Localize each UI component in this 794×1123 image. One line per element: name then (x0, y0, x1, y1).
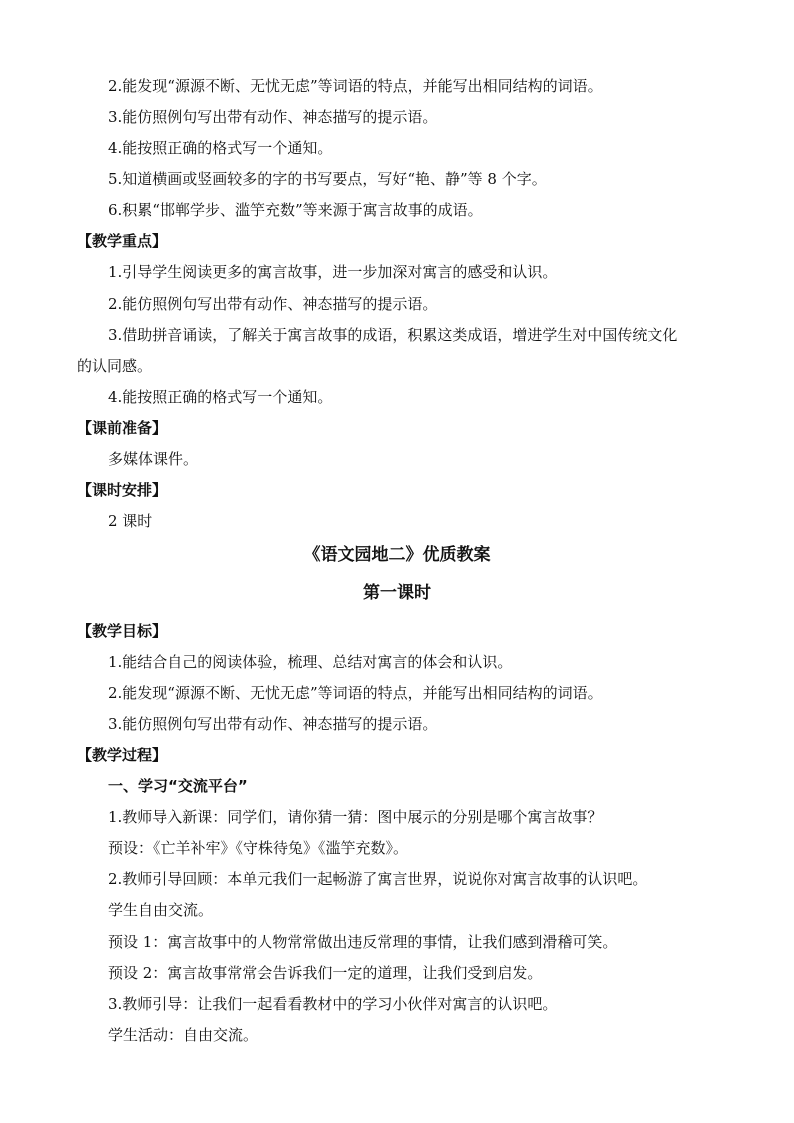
process-line-8: 学生活动：自由交流。 (108, 1026, 259, 1044)
lesson-objective-1: 1.能结合自己的阅读体验，梳理、总结对寓言的体会和认识。 (108, 653, 513, 671)
process-line-2: 预设：《亡羊补牢》《守株待兔》《滥竽充数》。 (108, 839, 409, 857)
key-point-1: 1.引导学生阅读更多的寓言故事，进一步加深对寓言的感受和认识。 (108, 263, 558, 281)
document-title: 《语文园地二》优质教案 (303, 545, 491, 565)
preparation-heading: 【课前准备】 (77, 419, 168, 437)
preparation-text: 多媒体课件。 (108, 450, 199, 468)
schedule-text: 2 课时 (108, 512, 153, 530)
process-line-3: 2.教师引导回顾：本单元我们一起畅游了寓言世界，说说你对寓言故事的认识吧。 (108, 870, 648, 888)
lesson-title: 第一课时 (363, 583, 431, 603)
objective-item-4: 4.能按照正确的格式写一个通知。 (108, 139, 333, 157)
objective-item-5: 5.知道横画或竖画较多的字的书写要点，写好“艳、静”等 8 个字。 (108, 170, 547, 188)
key-point-2: 2.能仿照例句写出带有动作、神态描写的提示语。 (108, 295, 438, 313)
process-line-7: 3.教师引导：让我们一起看看教材中的学习小伙伴对寓言的认识吧。 (108, 995, 558, 1013)
objective-item-3: 3.能仿照例句写出带有动作、神态描写的提示语。 (108, 108, 438, 126)
key-point-4: 4.能按照正确的格式写一个通知。 (108, 388, 333, 406)
key-point-3: 3.借助拼音诵读，了解关于寓言故事的成语，积累这类成语，增进学生对中国传统文化 (108, 326, 678, 344)
process-section-1: 一、学习“交流平台” (108, 777, 248, 795)
process-line-1: 1.教师导入新课：同学们，请你猜一猜：图中展示的分别是哪个寓言故事？ (108, 808, 603, 826)
process-line-6: 预设 2：寓言故事常常会告诉我们一定的道理，让我们受到启发。 (108, 964, 543, 982)
objectives-heading: 【教学目标】 (77, 622, 168, 640)
process-heading: 【教学过程】 (77, 746, 168, 764)
process-line-4: 学生自由交流。 (108, 901, 214, 919)
process-line-5: 预设 1：寓言故事中的人物常常做出违反常理的事情，让我们感到滑稽可笑。 (108, 933, 618, 951)
lesson-objective-2: 2.能发现“源源不断、无忧无虑”等词语的特点，并能写出相同结构的词语。 (108, 684, 603, 702)
objective-item-6: 6.积累“邯郸学步、滥竽充数”等来源于寓言故事的成语。 (108, 201, 483, 219)
key-point-3-cont: 的认同感。 (77, 357, 153, 375)
lesson-objective-3: 3.能仿照例句写出带有动作、神态描写的提示语。 (108, 715, 438, 733)
key-points-heading: 【教学重点】 (77, 232, 168, 250)
objective-item-2: 2.能发现“源源不断、无忧无虑”等词语的特点，并能写出相同结构的词语。 (108, 77, 603, 95)
schedule-heading: 【课时安排】 (77, 481, 168, 499)
